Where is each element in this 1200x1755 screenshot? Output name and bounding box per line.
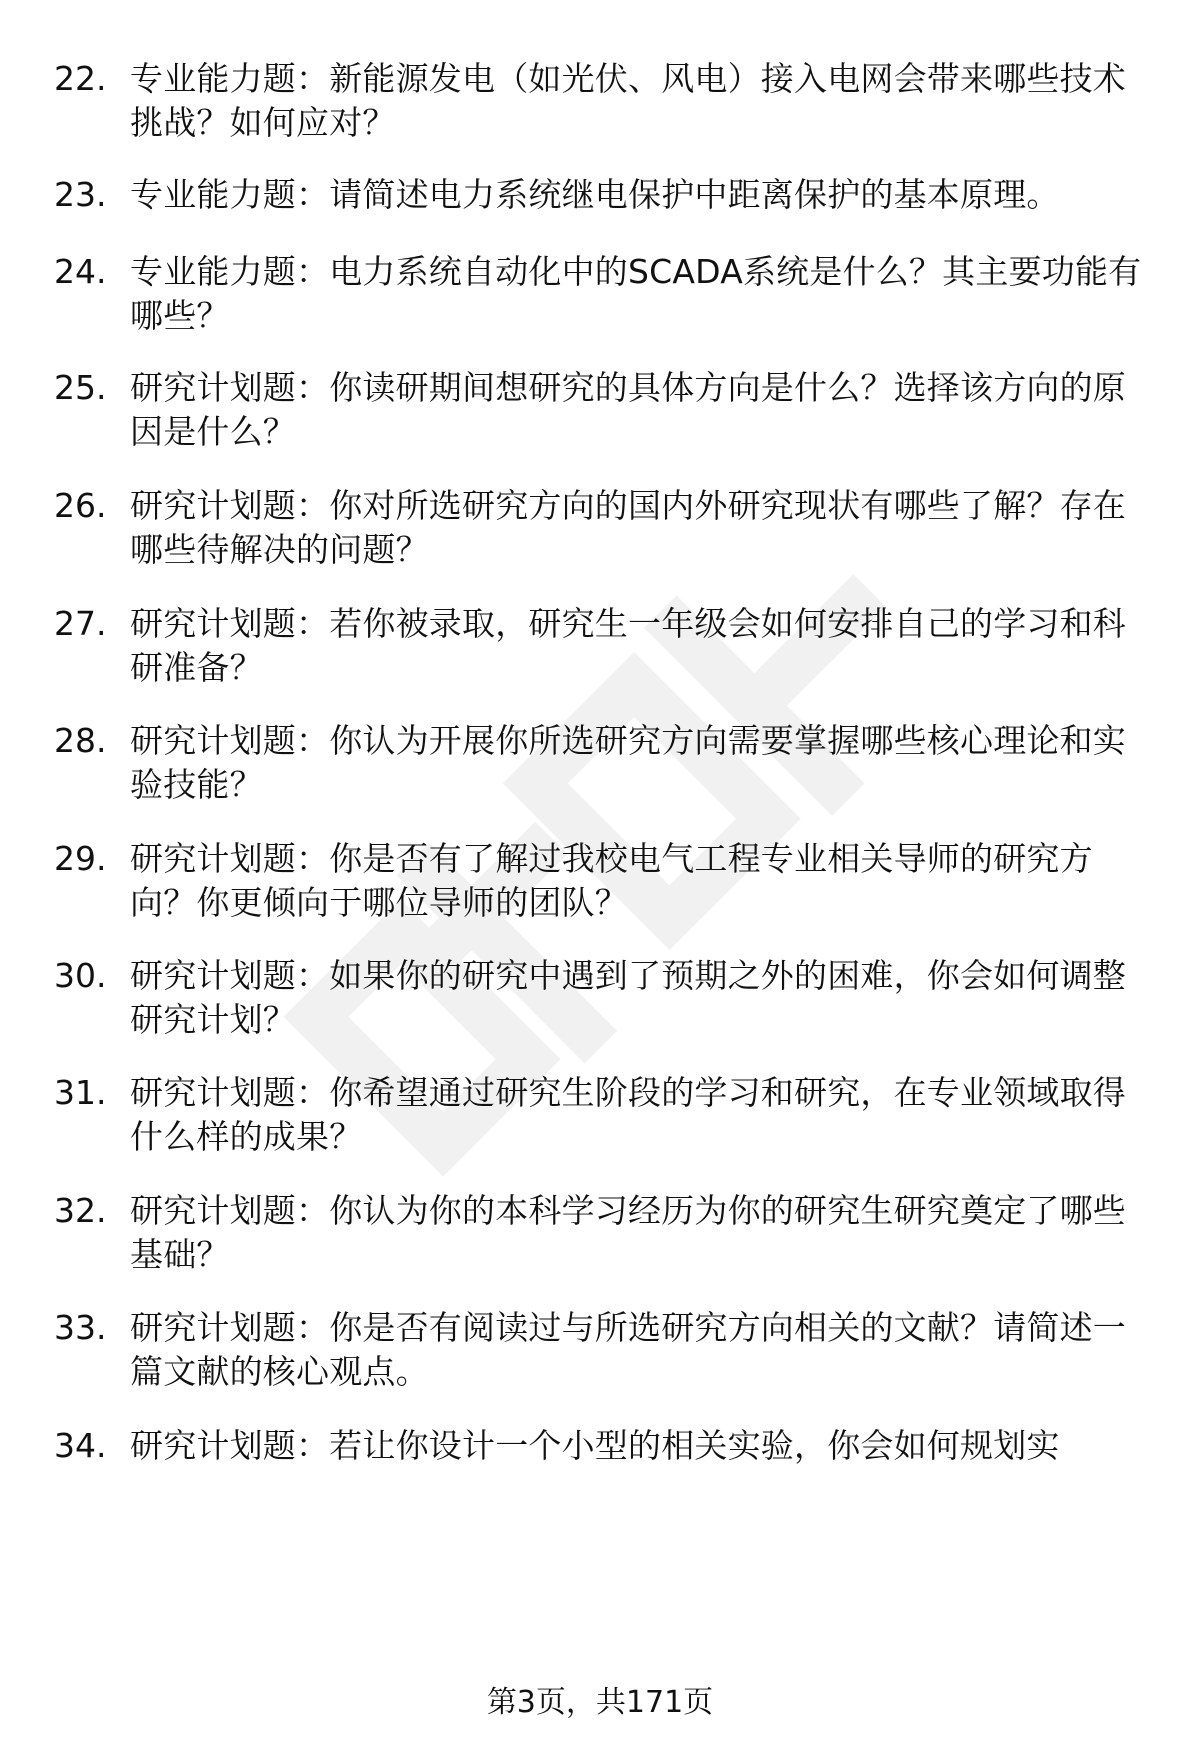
question-number: 30. <box>54 956 107 995</box>
page-number-footer: 第3页，共171页 <box>486 1685 714 1720</box>
list-item <box>0 719 1200 829</box>
list-item <box>0 484 1200 594</box>
question-text: 研究计划题：你认为开展你所选研究方向需要掌握哪些核心理论和实验技能？ <box>130 721 1126 804</box>
question-text: 研究计划题：你对所选研究方向的国内外研究现状有哪些了解？存在哪些待解决的问题？ <box>130 486 1126 569</box>
question-text: 研究计划题：你认为你的本科学习经历为你的研究生研究奠定了哪些基础？ <box>130 1191 1126 1274</box>
question-number: 33. <box>54 1308 107 1347</box>
question-text: 专业能力题：新能源发电（如光伏、风电）接入电网会带来哪些技术挑战？如何应对？ <box>130 59 1126 142</box>
question-text: 研究计划题：你是否有了解过我校电气工程专业相关导师的研究方向？你更倾向于哪位导师的团队？ <box>130 839 1093 922</box>
list-item <box>0 837 1200 947</box>
question-text: 研究计划题：你读研期间想研究的具体方向是什么？选择该方向的原因是什么？ <box>130 368 1126 451</box>
question-text: 专业能力题：请简述电力系统继电保护中距离保护的基本原理。 <box>130 175 1060 214</box>
list-item <box>0 250 1200 360</box>
question-number: 31. <box>54 1073 107 1112</box>
list-item <box>0 57 1200 167</box>
question-number: 26. <box>54 486 107 525</box>
question-text: 研究计划题：若你被录取，研究生一年级会如何安排自己的学习和科研准备？ <box>130 604 1126 687</box>
list-item <box>0 1189 1200 1299</box>
question-number: 28. <box>54 721 107 760</box>
question-text: 研究计划题：你希望通过研究生阶段的学习和研究，在专业领域取得什么样的成果？ <box>130 1073 1126 1156</box>
list-item <box>0 602 1200 712</box>
question-number: 25. <box>54 368 107 407</box>
question-number: 32. <box>54 1191 107 1230</box>
list-item <box>0 954 1200 1064</box>
question-number: 24. <box>54 252 107 291</box>
question-number: 27. <box>54 604 107 643</box>
question-number: 34. <box>54 1426 107 1465</box>
question-number: 23. <box>54 175 107 214</box>
question-text: 专业能力题：电力系统自动化中的SCADA系统是什么？其主要功能有哪些？ <box>130 252 1142 335</box>
list-item <box>0 1071 1200 1181</box>
question-text: 研究计划题：如果你的研究中遇到了预期之外的困难，你会如何调整研究计划？ <box>130 956 1126 1039</box>
question-number: 29. <box>54 839 107 878</box>
list-item <box>0 1306 1200 1416</box>
list-item <box>0 1424 1200 1534</box>
question-text: 研究计划题：你是否有阅读过与所选研究方向相关的文献？请简述一篇文献的核心观点。 <box>130 1308 1126 1391</box>
list-item <box>0 366 1200 476</box>
question-text: 研究计划题：若让你设计一个小型的相关实验，你会如何规划实 <box>130 1426 1060 1465</box>
question-number: 22. <box>54 59 107 98</box>
